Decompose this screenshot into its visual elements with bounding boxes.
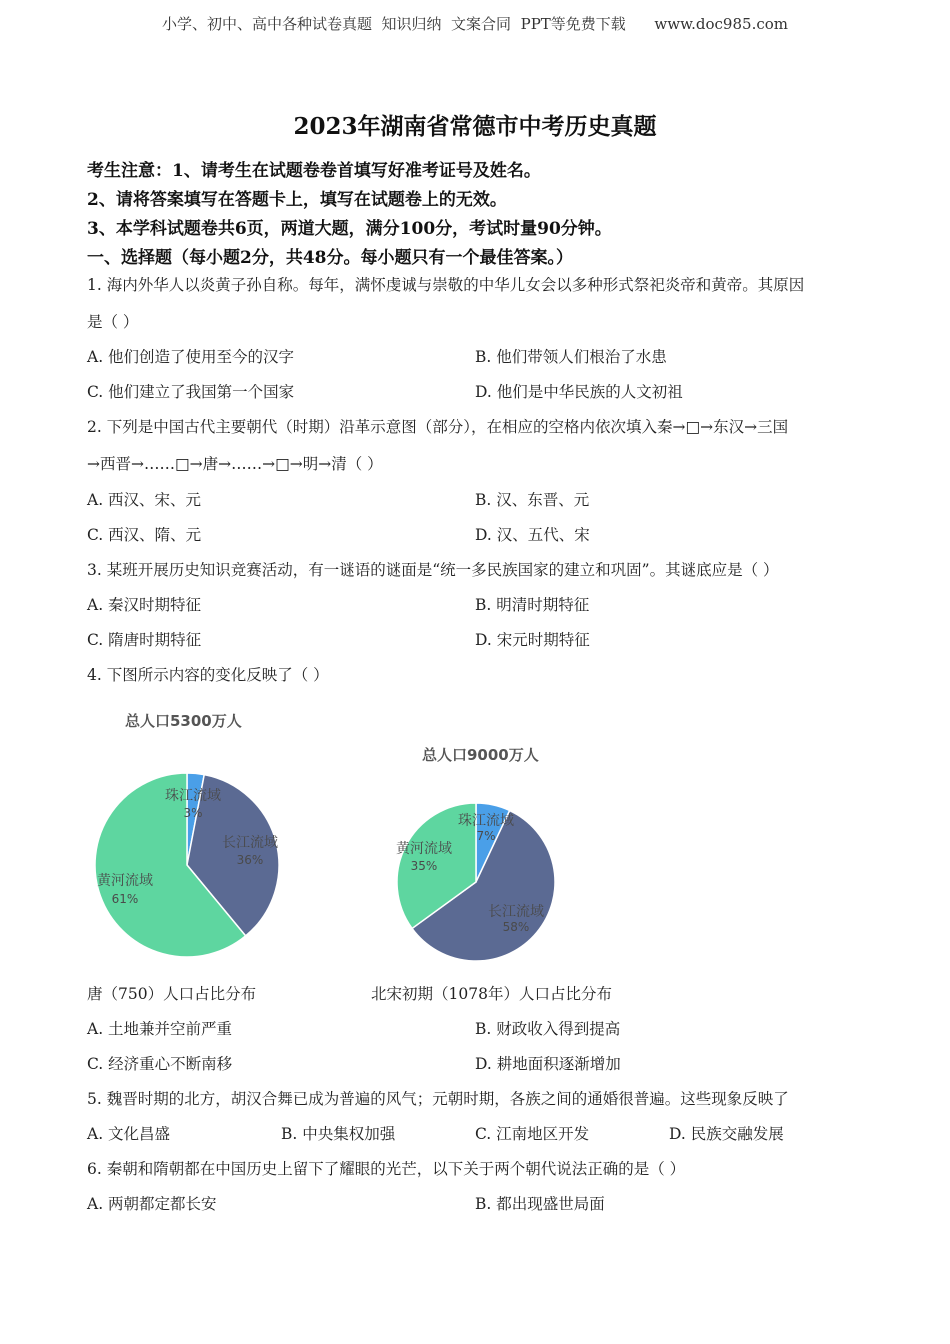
- pie1-label-1: 珠江流域: [165, 788, 221, 804]
- pie2-value-2: 58%: [502, 920, 530, 934]
- q4-stem: 4. 下图所示内容的变化反映了（ ）: [87, 666, 329, 684]
- pie2-caption: 北宋初期（1078年）人口占比分布: [371, 985, 612, 1003]
- q4-option-c: C. 经济重心不断南移: [87, 1055, 233, 1073]
- pie2-value-1: 7%: [476, 829, 496, 843]
- pie1-title: 总人口5300万人: [125, 712, 242, 730]
- pie1-value-2: 36%: [236, 853, 264, 867]
- q2-option-a: A. 西汉、宋、元: [87, 491, 202, 509]
- q2-stem-cont: →西晋→……□→唐→……→□→明→清（ ）: [87, 455, 383, 473]
- q2-stem: 2. 下列是中国古代主要朝代（时期）沿革示意图（部分），在相应的空格内依次填入秦→□→东汉→三国: [87, 418, 789, 436]
- pie2-label-2: 长江流域: [488, 904, 544, 920]
- site-header: 小学、初中、高中各种试卷真题 知识归纳 文案合同 PPT等免费下载 www.doc985.com: [161, 15, 788, 33]
- pie1-value-3: 61%: [111, 892, 139, 906]
- q1-option-c: C. 他们建立了我国第一个国家: [87, 383, 295, 401]
- q3-option-c: C. 隋唐时期特征: [87, 631, 202, 649]
- pie2-label-1: 珠江流域: [458, 813, 514, 829]
- q6-option-b: B. 都出现盛世局面: [475, 1195, 605, 1213]
- q4-option-a: A. 土地兼并空前严重: [87, 1020, 233, 1038]
- notice-line-1: 考生注意：1、请考生在试题卷卷首填写好准考证号及姓名。: [87, 161, 541, 181]
- q3-option-d: D. 宋元时期特征: [475, 631, 590, 649]
- notice-line-3: 3、本学科试题卷共6页，两道大题，满分100分，考试时量90分钟。: [87, 219, 612, 239]
- q1-option-b: B. 他们带领人们根治了水患: [475, 348, 667, 366]
- q5-option-d: D. 民族交融发展: [669, 1125, 784, 1143]
- q2-option-d: D. 汉、五代、宋: [475, 526, 590, 544]
- pie1-label-2: 长江流域: [222, 835, 278, 851]
- pie2-value-3: 35%: [410, 859, 438, 873]
- pie1-label-3: 黄河流域: [97, 873, 153, 889]
- q2-option-b: B. 汉、东晋、元: [475, 491, 590, 509]
- q6-option-a: A. 两朝都定都长安: [87, 1195, 217, 1213]
- section-heading: 一、选择题（每小题2分，共48分。每小题只有一个最佳答案。）: [87, 248, 573, 268]
- notice-line-2: 2、请将答案填写在答题卡上，填写在试题卷上的无效。: [87, 190, 507, 210]
- q5-stem: 5. 魏晋时期的北方，胡汉合舞已成为普遍的风气；元朝时期，各族之间的通婚很普遍。这些现象反映了: [87, 1090, 789, 1108]
- population-pie-charts: [80, 695, 680, 985]
- q1-stem-cont: 是（ ）: [87, 313, 139, 331]
- pie2-title: 总人口9000万人: [422, 746, 539, 764]
- q4-option-b: B. 财政收入得到提高: [475, 1020, 621, 1038]
- q3-option-b: B. 明清时期特征: [475, 596, 590, 614]
- page-title: 2023年湖南省常德市中考历史真题: [293, 113, 657, 140]
- q3-stem: 3. 某班开展历史知识竞赛活动，有一谜语的谜面是“统一多民族国家的建立和巩固”。其谜底应是（ ）: [87, 561, 779, 579]
- q1-stem: 1. 海内外华人以炎黄子孙自称。每年，满怀虔诚与崇敬的中华儿女会以多种形式祭祀炎帝和黄帝。其原因: [87, 276, 805, 294]
- q5-option-c: C. 江南地区开发: [475, 1125, 590, 1143]
- q6-stem: 6. 秦朝和隋朝都在中国历史上留下了耀眼的光芒，以下关于两个朝代说法正确的是（ ）: [87, 1160, 686, 1178]
- q2-option-c: C. 西汉、隋、元: [87, 526, 202, 544]
- q4-option-d: D. 耕地面积逐渐增加: [475, 1055, 621, 1073]
- q5-option-b: B. 中央集权加强: [281, 1125, 396, 1143]
- q5-option-a: A. 文化昌盛: [87, 1125, 171, 1143]
- q1-option-d: D. 他们是中华民族的人文初祖: [475, 383, 683, 401]
- q3-option-a: A. 秦汉时期特征: [87, 596, 202, 614]
- pie1-value-1: 3%: [183, 806, 203, 820]
- pie1-caption: 唐（750）人口占比分布: [87, 985, 257, 1003]
- pie2-label-3: 黄河流域: [396, 841, 452, 857]
- q1-option-a: A. 他们创造了使用至今的汉字: [87, 348, 295, 366]
